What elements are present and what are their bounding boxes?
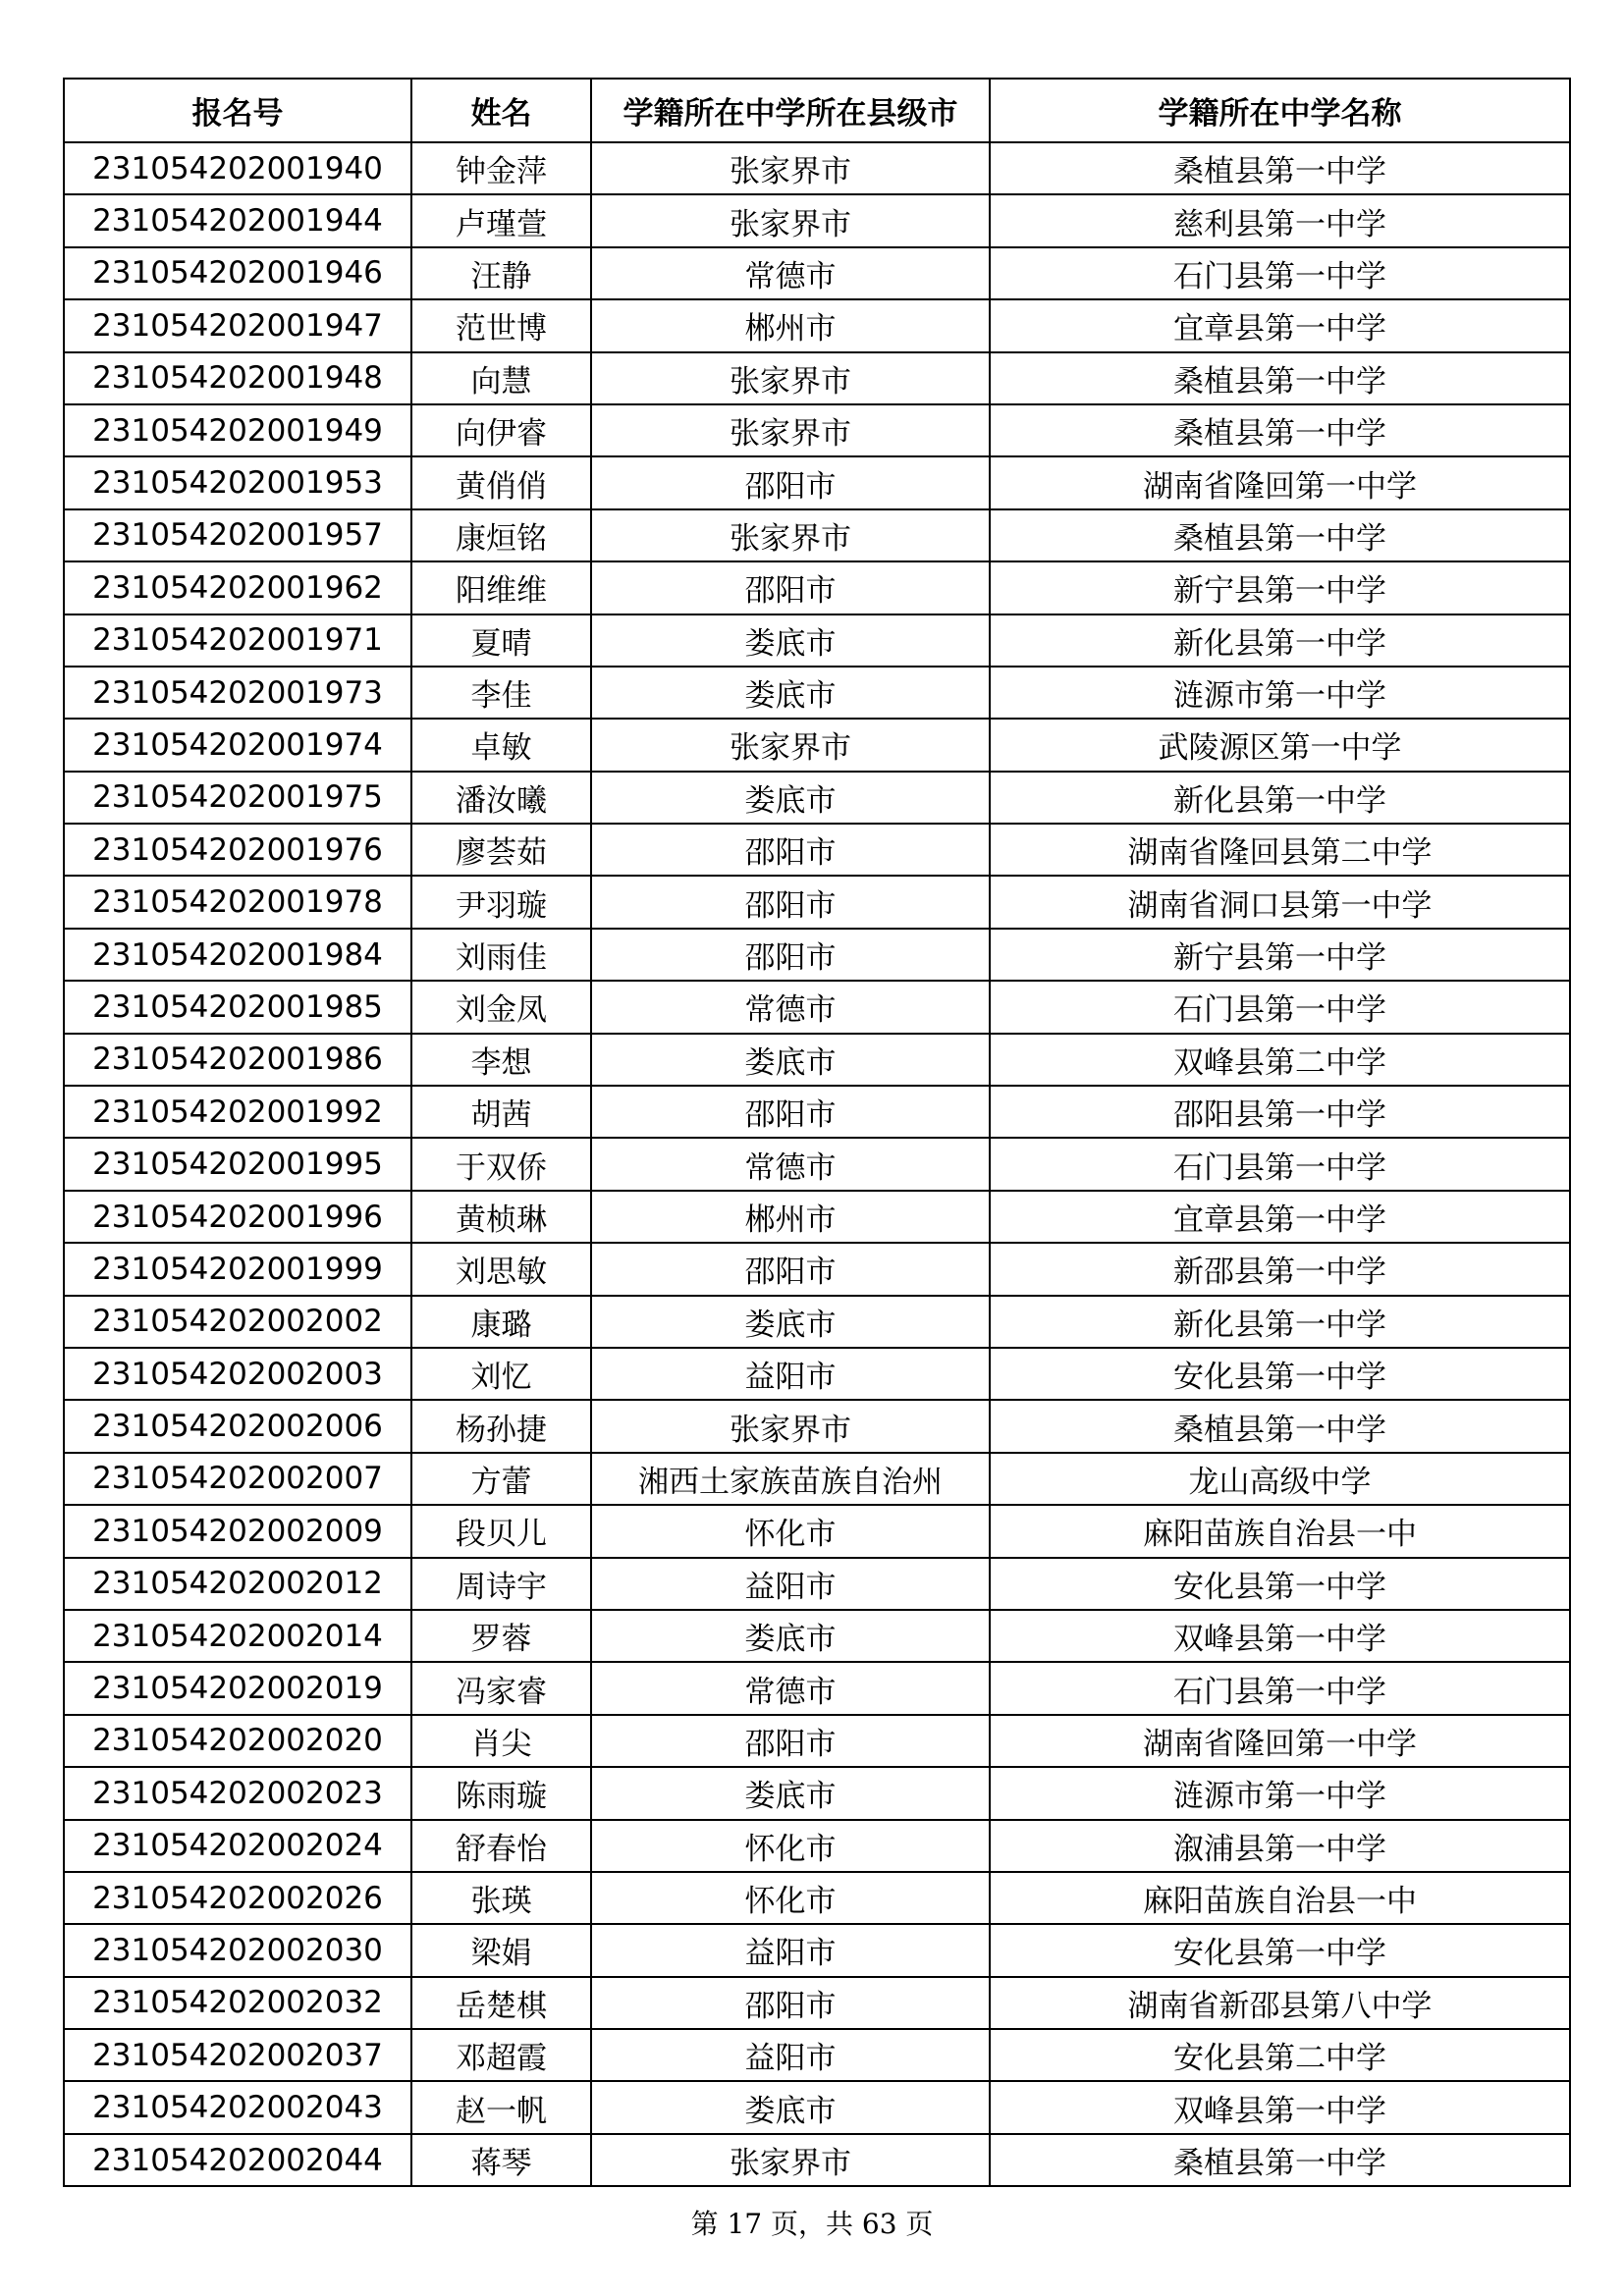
registration-number-cell: 231054202002009: [64, 1505, 411, 1557]
school-city-cell: 张家界市: [591, 352, 990, 404]
school-name-cell: 安化县第一中学: [990, 1348, 1570, 1400]
school-city-cell: 邵阳市: [591, 876, 990, 928]
registration-number-cell: 231054202002032: [64, 1977, 411, 2029]
name-cell: 卓敏: [411, 719, 591, 771]
name-cell: 夏晴: [411, 614, 591, 667]
table-row: [64, 1715, 1570, 1767]
name-cell: 李想: [411, 1034, 591, 1086]
table-row: [64, 561, 1570, 614]
table-row: [64, 929, 1570, 981]
name-cell: 康璐: [411, 1296, 591, 1348]
registration-number-cell: 231054202001985: [64, 981, 411, 1033]
school-city-cell: 常德市: [591, 1662, 990, 1714]
registration-number-cell: 231054202002003: [64, 1348, 411, 1400]
school-city-cell: 常德市: [591, 1138, 990, 1190]
school-city-cell: 娄底市: [591, 1767, 990, 1819]
name-cell: 康烜铭: [411, 509, 591, 561]
name-cell: 肖尖: [411, 1715, 591, 1767]
table-row: [64, 719, 1570, 771]
table-row: [64, 1924, 1570, 1976]
registration-number-cell: 231054202001953: [64, 456, 411, 508]
registration-number-cell: 231054202001946: [64, 247, 411, 299]
table-row: [64, 404, 1570, 456]
name-cell: 胡茜: [411, 1086, 591, 1138]
registration-number-cell: 231054202001984: [64, 929, 411, 981]
name-cell: 李佳: [411, 667, 591, 719]
table-row: [64, 2081, 1570, 2133]
school-name-cell: 武陵源区第一中学: [990, 719, 1570, 771]
name-cell: 邓超霞: [411, 2029, 591, 2081]
table-row: [64, 614, 1570, 667]
school-city-cell: 张家界市: [591, 142, 990, 194]
registration-number-cell: 231054202001986: [64, 1034, 411, 1086]
name-cell: 钟金萍: [411, 142, 591, 194]
table-row: [64, 1191, 1570, 1243]
registration-number-cell: 231054202002014: [64, 1610, 411, 1662]
table-row: [64, 194, 1570, 246]
registration-number-cell: 231054202001940: [64, 142, 411, 194]
name-cell: 冯家睿: [411, 1662, 591, 1714]
school-city-cell: 益阳市: [591, 1558, 990, 1610]
school-name-cell: 安化县第一中学: [990, 1924, 1570, 1976]
school-city-cell: 常德市: [591, 981, 990, 1033]
registration-number-cell: 231054202001957: [64, 509, 411, 561]
school-name-cell: 麻阳苗族自治县一中: [990, 1872, 1570, 1924]
registration-number-cell: 231054202001971: [64, 614, 411, 667]
name-cell: 黄桢琳: [411, 1191, 591, 1243]
school-name-cell: 新化县第一中学: [990, 1296, 1570, 1348]
school-city-cell: 邵阳市: [591, 456, 990, 508]
table-row: [64, 876, 1570, 928]
school-city-cell: 邵阳市: [591, 1243, 990, 1295]
name-cell: 范世博: [411, 299, 591, 351]
school-city-cell: 娄底市: [591, 2081, 990, 2133]
school-name-cell: 双峰县第一中学: [990, 2081, 1570, 2133]
school-city-cell: 娄底市: [591, 1610, 990, 1662]
header-school-city: 学籍所在中学所在县级市: [591, 79, 990, 142]
school-city-cell: 娄底市: [591, 667, 990, 719]
registration-number-cell: 231054202001976: [64, 824, 411, 876]
name-cell: 刘思敏: [411, 1243, 591, 1295]
table-row: [64, 1243, 1570, 1295]
table-row: [64, 1662, 1570, 1714]
registration-number-cell: 231054202002007: [64, 1453, 411, 1505]
table-body: [64, 142, 1570, 2186]
registration-number-cell: 231054202002037: [64, 2029, 411, 2081]
name-cell: 梁娟: [411, 1924, 591, 1976]
table-row: [64, 1610, 1570, 1662]
school-name-cell: 溆浦县第一中学: [990, 1820, 1570, 1872]
school-name-cell: 慈利县第一中学: [990, 194, 1570, 246]
table-row: [64, 1400, 1570, 1452]
table-row: [64, 772, 1570, 824]
school-city-cell: 怀化市: [591, 1820, 990, 1872]
school-name-cell: 桑植县第一中学: [990, 142, 1570, 194]
table-row: [64, 1296, 1570, 1348]
registration-number-cell: 231054202002026: [64, 1872, 411, 1924]
school-name-cell: 新化县第一中学: [990, 772, 1570, 824]
name-cell: 于双侨: [411, 1138, 591, 1190]
school-city-cell: 娄底市: [591, 614, 990, 667]
table-header-row: [64, 79, 1570, 142]
table-row: [64, 142, 1570, 194]
registration-number-cell: 231054202001962: [64, 561, 411, 614]
school-name-cell: 麻阳苗族自治县一中: [990, 1505, 1570, 1557]
name-cell: 黄俏俏: [411, 456, 591, 508]
school-city-cell: 益阳市: [591, 1924, 990, 1976]
table-row: [64, 1138, 1570, 1190]
name-cell: 段贝儿: [411, 1505, 591, 1557]
table-row: [64, 2029, 1570, 2081]
registration-number-cell: 231054202001995: [64, 1138, 411, 1190]
school-name-cell: 湖南省隆回县第二中学: [990, 824, 1570, 876]
name-cell: 岳楚棋: [411, 1977, 591, 2029]
name-cell: 刘金凤: [411, 981, 591, 1033]
school-name-cell: 湖南省洞口县第一中学: [990, 876, 1570, 928]
name-cell: 周诗宇: [411, 1558, 591, 1610]
school-city-cell: 郴州市: [591, 1191, 990, 1243]
school-city-cell: 益阳市: [591, 2029, 990, 2081]
school-city-cell: 邵阳市: [591, 1977, 990, 2029]
school-name-cell: 桑植县第一中学: [990, 1400, 1570, 1452]
school-name-cell: 石门县第一中学: [990, 247, 1570, 299]
school-city-cell: 怀化市: [591, 1505, 990, 1557]
table-row: [64, 1820, 1570, 1872]
name-cell: 张瑛: [411, 1872, 591, 1924]
school-city-cell: 张家界市: [591, 1400, 990, 1452]
school-city-cell: 娄底市: [591, 772, 990, 824]
registration-number-cell: 231054202001999: [64, 1243, 411, 1295]
name-cell: 廖荟茹: [411, 824, 591, 876]
registration-number-cell: 231054202001975: [64, 772, 411, 824]
name-cell: 刘忆: [411, 1348, 591, 1400]
school-name-cell: 桑植县第一中学: [990, 404, 1570, 456]
registration-number-cell: 231054202002044: [64, 2134, 411, 2186]
school-name-cell: 双峰县第一中学: [990, 1610, 1570, 1662]
name-cell: 赵一帆: [411, 2081, 591, 2133]
name-cell: 杨孙捷: [411, 1400, 591, 1452]
school-name-cell: 涟源市第一中学: [990, 1767, 1570, 1819]
registration-number-cell: 231054202001948: [64, 352, 411, 404]
school-name-cell: 邵阳县第一中学: [990, 1086, 1570, 1138]
school-name-cell: 桑植县第一中学: [990, 509, 1570, 561]
school-name-cell: 双峰县第二中学: [990, 1034, 1570, 1086]
school-name-cell: 宜章县第一中学: [990, 1191, 1570, 1243]
registration-number-cell: 231054202001992: [64, 1086, 411, 1138]
registration-number-cell: 231054202001974: [64, 719, 411, 771]
table-row: [64, 824, 1570, 876]
registration-number-cell: 231054202002030: [64, 1924, 411, 1976]
name-cell: 陈雨璇: [411, 1767, 591, 1819]
table-row: [64, 1086, 1570, 1138]
school-name-cell: 新邵县第一中学: [990, 1243, 1570, 1295]
name-cell: 阳维维: [411, 561, 591, 614]
admission-list-table: [63, 78, 1571, 2187]
header-name: 姓名: [411, 79, 591, 142]
header-school-name: 学籍所在中学名称: [990, 79, 1570, 142]
table-row: [64, 1453, 1570, 1505]
table-row: [64, 247, 1570, 299]
school-name-cell: 桑植县第一中学: [990, 2134, 1570, 2186]
name-cell: 向慧: [411, 352, 591, 404]
school-name-cell: 石门县第一中学: [990, 1662, 1570, 1714]
school-name-cell: 宜章县第一中学: [990, 299, 1570, 351]
school-city-cell: 邵阳市: [591, 1715, 990, 1767]
school-city-cell: 邵阳市: [591, 561, 990, 614]
name-cell: 尹羽璇: [411, 876, 591, 928]
school-city-cell: 张家界市: [591, 404, 990, 456]
name-cell: 潘汝曦: [411, 772, 591, 824]
registration-number-cell: 231054202002006: [64, 1400, 411, 1452]
school-city-cell: 常德市: [591, 247, 990, 299]
name-cell: 卢瑾萱: [411, 194, 591, 246]
table-row: [64, 1505, 1570, 1557]
school-name-cell: 安化县第一中学: [990, 1558, 1570, 1610]
table-row: [64, 981, 1570, 1033]
table-row: [64, 1034, 1570, 1086]
school-city-cell: 娄底市: [591, 1034, 990, 1086]
registration-number-cell: 231054202001973: [64, 667, 411, 719]
table-row: [64, 1767, 1570, 1819]
school-name-cell: 石门县第一中学: [990, 1138, 1570, 1190]
school-city-cell: 张家界市: [591, 2134, 990, 2186]
school-name-cell: 湖南省新邵县第八中学: [990, 1977, 1570, 2029]
registration-number-cell: 231054202002019: [64, 1662, 411, 1714]
registration-number-cell: 231054202001996: [64, 1191, 411, 1243]
table-row: [64, 1558, 1570, 1610]
table-row: [64, 352, 1570, 404]
name-cell: 罗蓉: [411, 1610, 591, 1662]
school-city-cell: 张家界市: [591, 194, 990, 246]
name-cell: 舒春怡: [411, 1820, 591, 1872]
school-city-cell: 娄底市: [591, 1296, 990, 1348]
table-row: [64, 667, 1570, 719]
school-name-cell: 新宁县第一中学: [990, 929, 1570, 981]
admission-list-table-container: [63, 78, 1569, 2187]
name-cell: 向伊睿: [411, 404, 591, 456]
name-cell: 蒋琴: [411, 2134, 591, 2186]
school-city-cell: 郴州市: [591, 299, 990, 351]
table-row: [64, 1977, 1570, 2029]
school-city-cell: 邵阳市: [591, 824, 990, 876]
registration-number-cell: 231054202001949: [64, 404, 411, 456]
name-cell: 方蕾: [411, 1453, 591, 1505]
page-number-footer: 第 17 页，共 63 页: [690, 2208, 934, 2240]
registration-number-cell: 231054202001947: [64, 299, 411, 351]
school-name-cell: 湖南省隆回第一中学: [990, 456, 1570, 508]
school-name-cell: 新宁县第一中学: [990, 561, 1570, 614]
school-name-cell: 龙山高级中学: [990, 1453, 1570, 1505]
school-name-cell: 安化县第二中学: [990, 2029, 1570, 2081]
table-row: [64, 299, 1570, 351]
table-row: [64, 1348, 1570, 1400]
school-name-cell: 桑植县第一中学: [990, 352, 1570, 404]
table-row: [64, 1872, 1570, 1924]
name-cell: 刘雨佳: [411, 929, 591, 981]
registration-number-cell: 231054202002020: [64, 1715, 411, 1767]
table-row: [64, 2134, 1570, 2186]
registration-number-cell: 231054202001978: [64, 876, 411, 928]
school-city-cell: 邵阳市: [591, 929, 990, 981]
table-row: [64, 456, 1570, 508]
registration-number-cell: 231054202002024: [64, 1820, 411, 1872]
school-name-cell: 石门县第一中学: [990, 981, 1570, 1033]
header-registration-number: 报名号: [64, 79, 411, 142]
school-name-cell: 湖南省隆回第一中学: [990, 1715, 1570, 1767]
school-name-cell: 新化县第一中学: [990, 614, 1570, 667]
school-city-cell: 益阳市: [591, 1348, 990, 1400]
registration-number-cell: 231054202001944: [64, 194, 411, 246]
school-city-cell: 张家界市: [591, 719, 990, 771]
registration-number-cell: 231054202002023: [64, 1767, 411, 1819]
registration-number-cell: 231054202002002: [64, 1296, 411, 1348]
school-city-cell: 张家界市: [591, 509, 990, 561]
school-city-cell: 湘西土家族苗族自治州: [591, 1453, 990, 1505]
registration-number-cell: 231054202002012: [64, 1558, 411, 1610]
school-city-cell: 邵阳市: [591, 1086, 990, 1138]
table-row: [64, 509, 1570, 561]
registration-number-cell: 231054202002043: [64, 2081, 411, 2133]
name-cell: 汪静: [411, 247, 591, 299]
school-city-cell: 怀化市: [591, 1872, 990, 1924]
school-name-cell: 涟源市第一中学: [990, 667, 1570, 719]
